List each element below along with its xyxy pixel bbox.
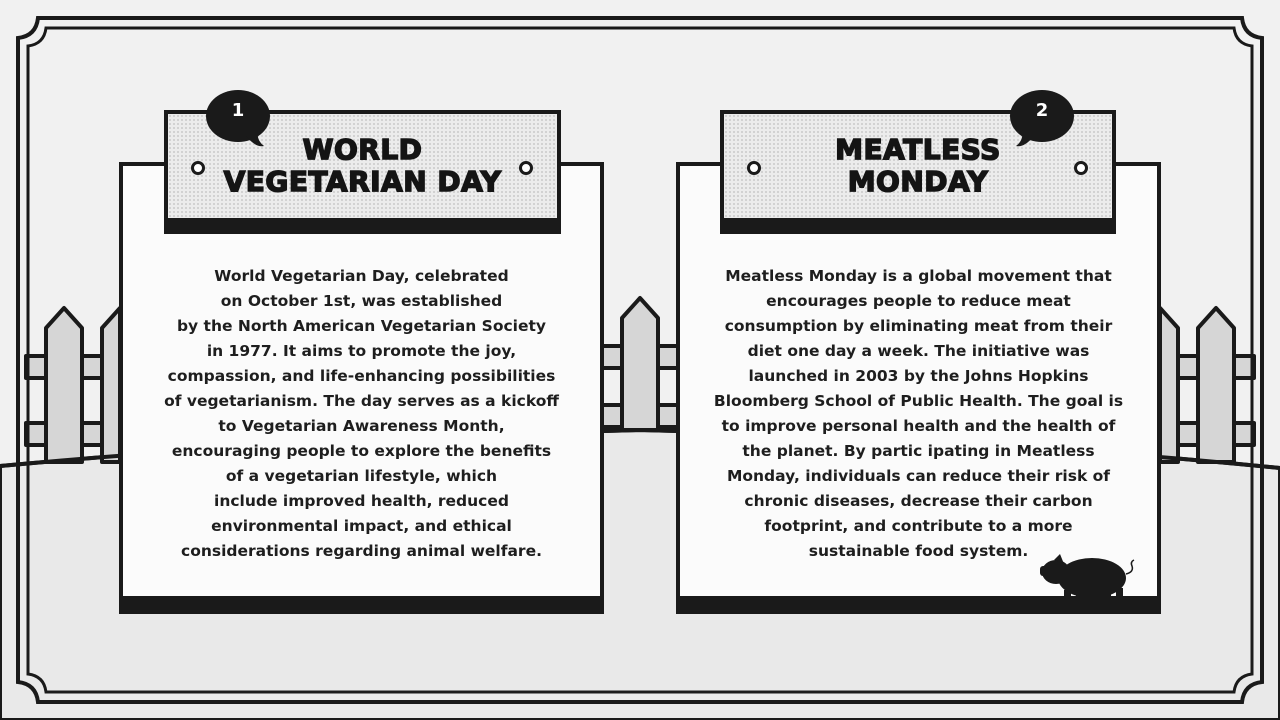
card-1-header-shadow [164,222,561,234]
card-2-body-line: the planet. By partic ipating in Meatless [742,442,1095,460]
card-1-body-line: compassion, and life-enhancing possibilities [167,367,556,385]
card-1-body-line: by the North American Vegetarian Society [176,317,547,335]
card-2-title-line-1: MEATLESS [835,133,1001,166]
card-2-ring-right [1074,161,1088,175]
card-2-body-line: Meatless Monday is a global movement that [725,267,1112,285]
card-2-body-line: Monday, individuals can reduce their risk of [726,467,1111,485]
pig-silhouette-icon [1040,552,1140,608]
card-1-body-line: on October 1st, was established [220,292,503,310]
card-1-body-line: in 1977. It aims to promote the joy, [206,342,517,360]
card-1-ring-left [191,161,205,175]
card-1-body-line: World Vegetarian Day, celebrated [214,267,509,285]
card-1-number-badge [206,90,270,144]
card-1-body-line: of a vegetarian lifestyle, which [225,467,498,485]
card-1-body-line: encouraging people to explore the benefits [171,442,552,460]
card-1-body-line: include improved health, reduced [214,492,509,510]
card-2-body [688,264,1149,564]
card-1-body-line: to Vegetarian Awareness Month, [218,417,505,435]
card-2-body-line: Bloomberg School of Public Health. The goal is [713,392,1124,410]
card-1-body [131,264,592,564]
card-2-title [835,134,1001,198]
card-2-title-line-2: MONDAY [847,165,989,198]
card-1-body-line: environmental impact, and ethical [211,517,512,535]
card-2-body-line: consumption by eliminating meat from their [724,317,1113,335]
card-2-number-badge [1010,90,1074,144]
card-2-body-line: sustainable food system. [808,542,1029,560]
card-1-title-line-2: VEGETARIAN DAY [223,165,502,198]
card-2-body-line: chronic diseases, decrease their carbon [744,492,1093,510]
card-1-title-line-1: WORLD [302,133,423,166]
card-2-body-line: diet one day a week. The initiative was [747,342,1090,360]
card-1-body-line: of vegetarianism. The day serves as a kickoff [164,392,559,410]
card-2-ring-left [747,161,761,175]
card-2-number: 2 [1035,100,1049,121]
card-1-number: 1 [231,100,245,121]
card-2-body-line: encourages people to reduce meat [766,292,1071,310]
card-2-body-line: to improve personal health and the health of [721,417,1116,435]
card-2-body-line: launched in 2003 by the Johns Hopkins [748,367,1089,385]
card-1-ring-right [519,161,533,175]
card-2-header-shadow [720,222,1116,234]
card-1-shadow [119,600,604,614]
card-1-body-line: considerations regarding animal welfare. [181,542,542,560]
card-2-body-line: footprint, and contribute to a more [764,517,1073,535]
